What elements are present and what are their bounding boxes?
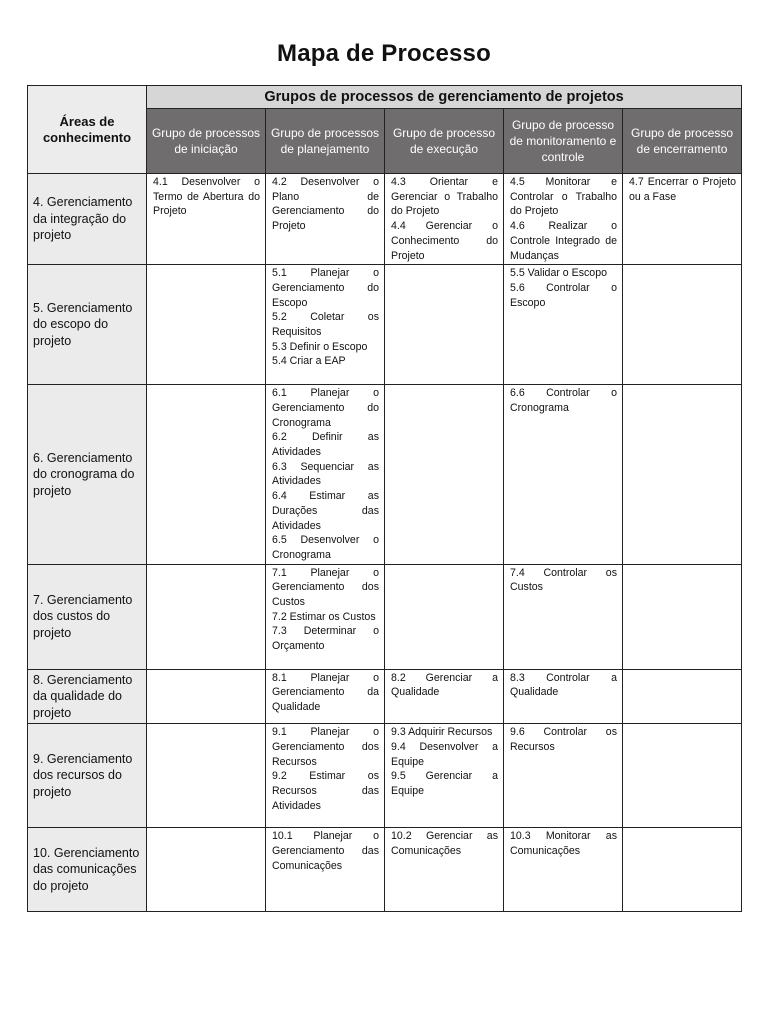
process-cell-planejamento: [266, 669, 385, 724]
knowledge-area-label: 8. Gerenciamento da qualidade do projeto: [28, 669, 147, 724]
process-cell-iniciacao: [147, 385, 266, 564]
table-row: [28, 564, 742, 669]
process-cell-planejamento: [266, 265, 385, 385]
process-item: 5.1 Planejar o Gerenciamento do Escopo: [272, 267, 379, 309]
process-item: 6.4 Estimar as Durações das Atividades: [272, 490, 379, 532]
process-item: 10.1 Planejar o Gerenciamento das Comunicações: [272, 830, 379, 872]
process-cell-monitoramento-controle: [504, 174, 623, 265]
process-item: 7.3 Determinar o Orçamento: [272, 625, 379, 653]
process-cell-encerramento: [623, 828, 742, 912]
process-item: 8.1 Planejar o Gerenciamento da Qualidade: [272, 671, 379, 714]
table-row: [28, 828, 742, 912]
process-item: 5.5 Validar o Escopo: [510, 267, 607, 280]
process-cell-monitoramento-controle: [504, 724, 623, 828]
process-item: 7.2 Estimar os Custos: [272, 610, 376, 623]
process-item: 9.1 Planejar o Gerenciamento dos Recursos: [272, 726, 379, 768]
knowledge-area-label: 10. Gerenciamento das comunicações do projeto: [28, 828, 147, 912]
process-cell-encerramento: [623, 669, 742, 724]
process-cell-planejamento: [266, 564, 385, 669]
table-body: [28, 174, 742, 912]
process-cell-encerramento: [623, 174, 742, 265]
process-cell-iniciacao: [147, 564, 266, 669]
process-item: 6.6 Controlar o Cronograma: [510, 387, 617, 414]
process-cell-monitoramento-controle: [504, 669, 623, 724]
process-item: 4.4 Gerenciar o Conhecimento do Projeto: [391, 220, 498, 262]
process-cell-monitoramento-controle: [504, 265, 623, 385]
process-item: 9.5 Gerenciar a Equipe: [391, 770, 498, 797]
process-item: 10.2 Gerenciar as Comunicações: [391, 830, 498, 857]
process-item: 6.2 Definir as Atividades: [272, 431, 379, 459]
process-cell-execucao: [385, 265, 504, 385]
process-cell-encerramento: [623, 265, 742, 385]
process-item: 5.2 Coletar os Requisitos: [272, 311, 379, 339]
process-item: 6.3 Sequenciar as Atividades: [272, 460, 379, 488]
process-item: 4.6 Realizar o Controle Integrado de Mudanças: [510, 220, 617, 262]
process-cell-iniciacao: [147, 174, 266, 265]
process-item: 5.4 Criar a EAP: [272, 355, 346, 368]
process-item: 8.2 Gerenciar a Qualidade: [391, 671, 498, 699]
column-header-monitoramento-controle: Grupo de processo de monitoramento e controle: [504, 109, 623, 174]
process-item: 7.4 Controlar os Custos: [510, 566, 617, 594]
process-cell-execucao: [385, 174, 504, 265]
process-cell-iniciacao: [147, 724, 266, 828]
process-item: 8.3 Controlar a Qualidade: [510, 671, 617, 699]
column-header-planejamento: Grupo de processos de planejamento: [266, 109, 385, 174]
column-header-execucao: Grupo de processo de execução: [385, 109, 504, 174]
process-cell-execucao: [385, 669, 504, 724]
process-cell-planejamento: [266, 174, 385, 265]
process-item: 10.3 Monitorar as Comunicações: [510, 830, 617, 857]
knowledge-area-label: 4. Gerenciamento da integração do projeto: [28, 174, 147, 265]
process-cell-planejamento: [266, 724, 385, 828]
table-row: [28, 669, 742, 724]
process-item: 5.3 Definir o Escopo: [272, 340, 368, 353]
knowledge-area-label: 9. Gerenciamento dos recursos do projeto: [28, 724, 147, 828]
process-item: 6.1 Planejar o Gerenciamento do Cronograma: [272, 387, 379, 429]
process-map-table: [27, 85, 742, 912]
process-item: 4.3 Orientar e Gerenciar o Trabalho do Projeto: [391, 176, 498, 218]
table-row: [28, 174, 742, 265]
process-cell-monitoramento-controle: [504, 828, 623, 912]
column-header-encerramento: Grupo de processo de encerramento: [623, 109, 742, 174]
process-item: 6.5 Desenvolver o Cronograma: [272, 534, 379, 561]
process-cell-monitoramento-controle: [504, 385, 623, 564]
process-item: 4.7 Encerrar o Projeto ou a Fase: [629, 176, 737, 203]
process-item: 4.1 Desenvolver o Termo de Abertura do Projeto: [153, 176, 260, 218]
process-item: 9.6 Controlar os Recursos: [510, 726, 617, 753]
process-cell-planejamento: [266, 828, 385, 912]
process-cell-execucao: [385, 385, 504, 564]
process-item: 9.2 Estimar os Recursos das Atividades: [272, 770, 379, 812]
process-cell-execucao: [385, 828, 504, 912]
process-cell-monitoramento-controle: [504, 564, 623, 669]
process-item: 4.2 Desenvolver o Plano de Gerenciamento do Projeto: [272, 176, 379, 233]
process-cell-execucao: [385, 724, 504, 828]
process-groups-header: Grupos de processos de gerenciamento de projetos: [147, 86, 742, 109]
process-cell-planejamento: [266, 385, 385, 564]
knowledge-areas-header: Áreas de conhecimento: [28, 86, 147, 174]
process-item: 4.5 Monitorar e Controlar o Trabalho do Projeto: [510, 176, 617, 218]
table-row: [28, 265, 742, 385]
process-cell-encerramento: [623, 385, 742, 564]
process-item: 9.3 Adquirir Recursos: [391, 726, 493, 739]
process-cell-iniciacao: [147, 669, 266, 724]
knowledge-area-label: 6. Gerenciamento do cronograma do projeto: [28, 385, 147, 564]
process-item: 7.1 Planejar o Gerenciamento dos Custos: [272, 566, 379, 609]
process-cell-execucao: [385, 564, 504, 669]
table-row: [28, 724, 742, 828]
column-header-iniciacao: Grupo de processos de iniciação: [147, 109, 266, 174]
process-cell-encerramento: [623, 564, 742, 669]
page-title: Mapa de Processo: [277, 40, 491, 67]
table-row: [28, 385, 742, 564]
process-item: 5.6 Controlar o Escopo: [510, 281, 617, 309]
process-item: 9.4 Desenvolver a Equipe: [391, 740, 498, 768]
process-cell-encerramento: [623, 724, 742, 828]
knowledge-area-label: 5. Gerenciamento do escopo do projeto: [28, 265, 147, 385]
process-cell-iniciacao: [147, 265, 266, 385]
process-cell-iniciacao: [147, 828, 266, 912]
knowledge-area-label: 7. Gerenciamento dos custos do projeto: [28, 564, 147, 669]
